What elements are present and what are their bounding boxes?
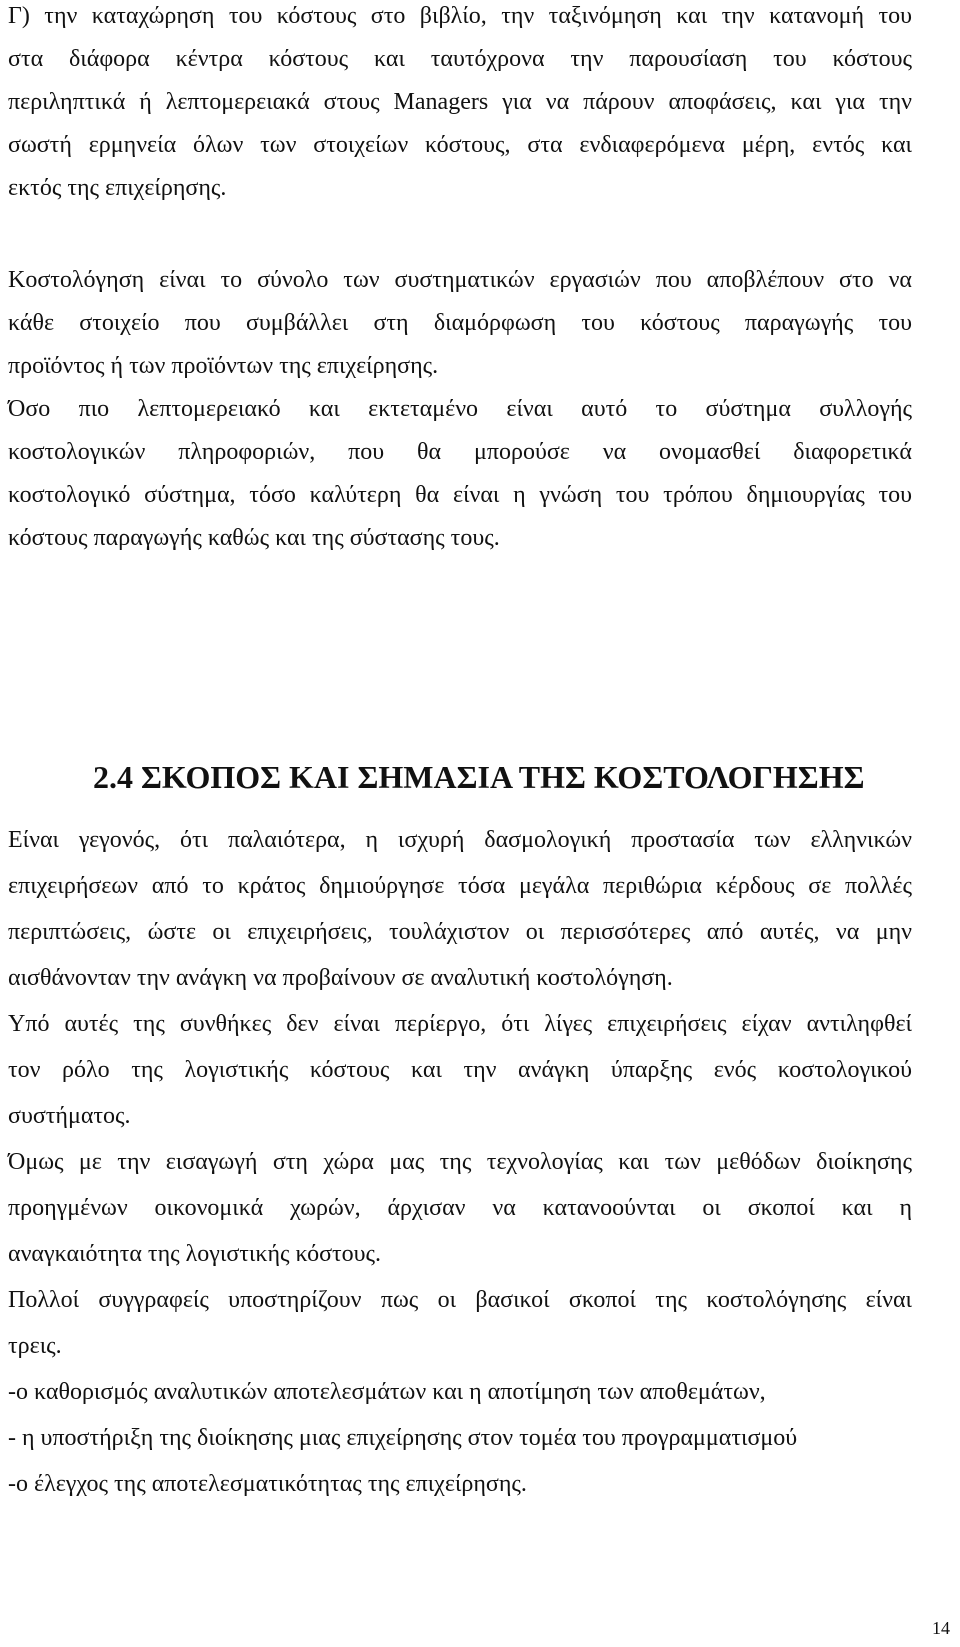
however-line-1: Όμως με την εισαγωγή στη χώρα μας της τεχνολογίας και των μεθόδων διοίκησης [8, 1149, 912, 1175]
intro-line-2: στα διάφορα κέντρα κόστους και ταυτόχρονα την παρουσίαση του κόστους [8, 46, 912, 72]
page-number: 14 [932, 1618, 950, 1638]
conditions-line-2: τον ρόλο της λογιστικής κόστους και την ανάγκη ύπαρξης ενός κοστολογικού [8, 1057, 912, 1083]
definition-line-2: κάθε στοιχείο που συμβάλλει στη διαμόρφωση του κόστους παραγωγής του [8, 310, 912, 336]
writers-line-1: Πολλοί συγγραφείς υποστηρίζουν πως οι βασικοί σκοποί της κοστολόγησης είναι [8, 1287, 912, 1313]
definition-line-3: προϊόντος ή των προϊόντων της επιχείρησης. [8, 353, 439, 379]
however-line-3: αναγκαιότητα της λογιστικής κόστους. [8, 1241, 382, 1267]
definition-line-1: Κοστολόγηση είναι το σύνολο των συστηματικών εργασιών που αποβλέπουν στο να [8, 267, 912, 293]
system-line-1: Όσο πιο λεπτομερειακό και εκτεταμένο είναι αυτό το σύστημα συλλογής [8, 396, 912, 422]
conditions-line-3: συστήματος. [8, 1103, 131, 1129]
section-heading: 2.4 ΣΚΟΠΟΣ ΚΑΙ ΣΗΜΑΣΙΑ ΤΗΣ ΚΟΣΤΟΛΟΓΗΣΗΣ [93, 759, 865, 795]
intro-line-4: σωστή ερμηνεία όλων των στοιχείων κόστους, στα ενδιαφερόμενα μέρη, εντός και [8, 132, 912, 158]
system-line-2: κοστολογικών πληροφοριών, που θα μπορούσε να ονομασθεί διαφορετικά [8, 439, 912, 465]
intro-line-1: Γ) την καταχώρηση του κόστους στο βιβλίο, την ταξινόμηση και την κατανομή του [8, 3, 912, 29]
writers-line-2: τρεις. [8, 1333, 62, 1359]
fact-line-1: Είναι γεγονός, ότι παλαιότερα, η ισχυρή δασμολογική προστασία των ελληνικών [8, 827, 912, 853]
purpose-item-1: -ο καθορισμός αναλυτικών αποτελεσμάτων και η αποτίμηση των αποθεμάτων, [8, 1379, 766, 1405]
conditions-line-1: Υπό αυτές της συνθήκες δεν είναι περίεργο, ότι λίγες επιχειρήσεις είχαν αντιληφθεί [8, 1011, 912, 1037]
intro-line-3: περιληπτικά ή λεπτομερειακά στους Managers για να πάρουν αποφάσεις, και για την [8, 89, 912, 115]
however-line-2: προηγμένων οικονομικά χωρών, άρχισαν να κατανοούνται οι σκοποί και η [8, 1195, 912, 1221]
system-line-3: κοστολογικό σύστημα, τόσο καλύτερη θα είναι η γνώση του τρόπου δημιουργίας του [8, 482, 912, 508]
purpose-item-2: - η υποστήριξη της διοίκησης μιας επιχείρησης στον τομέα του προγραμματισμού [8, 1425, 798, 1451]
fact-line-3: περιπτώσεις, ώστε οι επιχειρήσεις, τουλάχιστον οι περισσότερες από αυτές, να μην [8, 919, 912, 945]
purpose-item-3: -ο έλεγχος της αποτελεσματικότητας της επιχείρησης. [8, 1471, 527, 1497]
intro-line-5: εκτός της επιχείρησης. [8, 175, 227, 201]
fact-line-2: επιχειρήσεων από το κράτος δημιούργησε τόσα μεγάλα περιθώρια κέρδους σε πολλές [8, 873, 912, 899]
system-line-4: κόστους παραγωγής καθώς και της σύστασης τους. [8, 525, 500, 551]
fact-line-4: αισθάνονταν την ανάγκη να προβαίνουν σε αναλυτική κοστολόγηση. [8, 965, 673, 991]
